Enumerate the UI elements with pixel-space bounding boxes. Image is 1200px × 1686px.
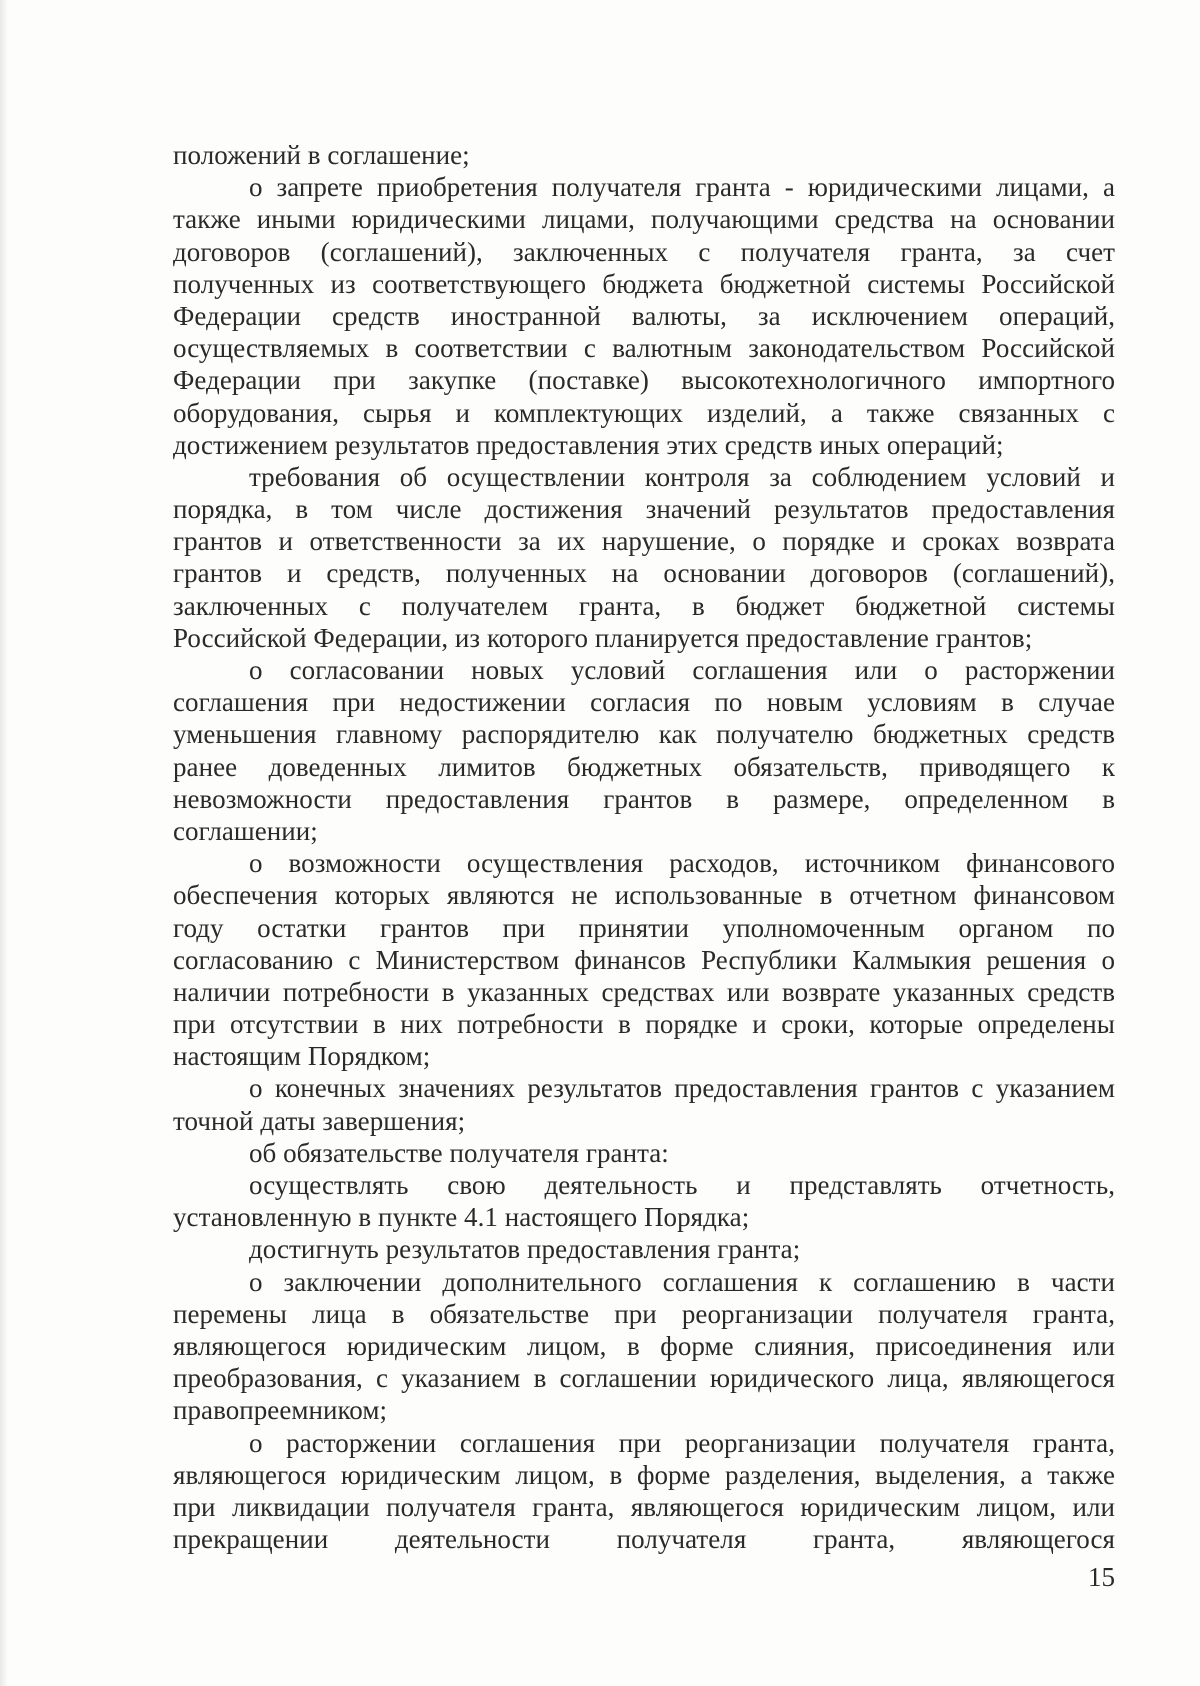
text-line: настоящим Порядком;: [173, 1041, 431, 1072]
text-line: ранее доведенных лимитов бюджетных обязательств, приводящего к: [173, 751, 1115, 782]
text-line: преобразования, с указанием в соглашении юридического лица, являющегося: [173, 1363, 1115, 1394]
text-line: о запрете приобретения получателя гранта - юридическими лицами, а: [249, 172, 1115, 203]
text-line: Федерации при закупке (поставке) высокотехнологичного импортного: [173, 365, 1115, 396]
text-line: являющегося юридическим лицом, в форме разделения, выделения, а также: [173, 1459, 1115, 1490]
text-line: о конечных значениях результатов предоставления грантов с указанием: [249, 1073, 1115, 1104]
text-line: правопреемником;: [173, 1395, 388, 1426]
text-line: установленную в пункте 4.1 настоящего Порядка;: [173, 1202, 750, 1233]
text-line: осуществлять свою деятельность и представлять отчетность,: [249, 1170, 1115, 1200]
text-line: обеспечения которых являются не использованные в отчетном финансовом: [173, 880, 1115, 911]
text-line: Федерации средств иностранной валюты, за исключением операций,: [173, 300, 1115, 331]
text-line: соглашения при недостижении согласия по новым условиям в случае: [173, 687, 1115, 718]
text-line: уменьшения главному распорядителю как получателю бюджетных средств: [173, 719, 1115, 750]
text-line: Российской Федерации, из которого планируется предоставление грантов;: [173, 622, 1033, 653]
text-line: наличии потребности в указанных средствах или возврате указанных средств: [173, 976, 1115, 1007]
text-line: грантов и средств, полученных на основании договоров (соглашений),: [173, 558, 1115, 589]
text-line: об обязательстве получателя гранта:: [249, 1137, 669, 1168]
text-line: заключенных с получателем гранта, в бюджет бюджетной системы: [173, 590, 1115, 621]
text-line: порядка, в том числе достижения значений результатов предоставления: [173, 494, 1115, 525]
text-line: о заключении дополнительного соглашения к соглашению в части: [249, 1266, 1115, 1297]
text-line: договоров (соглашений), заключенных с получателя гранта, за счет: [173, 236, 1115, 267]
text-line: являющегося юридическим лицом, в форме слияния, присоединения или: [173, 1330, 1115, 1361]
text-line: достижением результатов предоставления этих средств иных операций;: [173, 429, 1004, 460]
text-line: о возможности осуществления расходов, источником финансового: [249, 848, 1115, 879]
text-line: невозможности предоставления грантов в размере, определенном в: [173, 783, 1115, 814]
text-line: также иными юридическими лицами, получающими средства на основании: [173, 204, 1115, 235]
text-line: оборудования, сырья и комплектующих изделий, а также связанных с: [173, 397, 1115, 428]
text-line: году остатки грантов при принятии уполномоченным органом по: [173, 912, 1115, 943]
text-line: о расторжении соглашения при реорганизации получателя гранта,: [249, 1427, 1115, 1458]
text-line: при отсутствии в них потребности в порядке и сроки, которые определены: [173, 1009, 1115, 1040]
text-line: перемены лица в обязательстве при реорганизации получателя гранта,: [173, 1298, 1115, 1329]
text-line: о согласовании новых условий соглашения или о расторжении: [249, 655, 1115, 685]
text-line: осуществляемых в соответствии с валютным законодательством Российской: [173, 333, 1115, 364]
scan-edge-shadow: [0, 0, 8, 1686]
page-number: 15: [1088, 1562, 1115, 1592]
text-line: полученных из соответствующего бюджета бюджетной системы Российской: [173, 268, 1115, 299]
text-line: положений в соглашение;: [173, 140, 470, 170]
text-line: соглашении;: [173, 815, 318, 846]
text-line: требования об осуществлении контроля за соблюдением условий и: [249, 461, 1115, 492]
text-line: согласованию с Министерством финансов Республики Калмыкия решения о: [173, 944, 1115, 975]
text-line: при ликвидации получателя гранта, являющегося юридическим лицом, или: [173, 1491, 1115, 1522]
document-body-text: [173, 139, 1115, 1555]
text-line: достигнуть результатов предоставления гранта;: [249, 1234, 801, 1265]
text-line: грантов и ответственности за их нарушение, о порядке и сроках возврата: [173, 526, 1115, 557]
text-line: точной даты завершения;: [173, 1105, 466, 1136]
text-line: прекращении деятельности получателя гранта, являющегося: [173, 1524, 1115, 1555]
